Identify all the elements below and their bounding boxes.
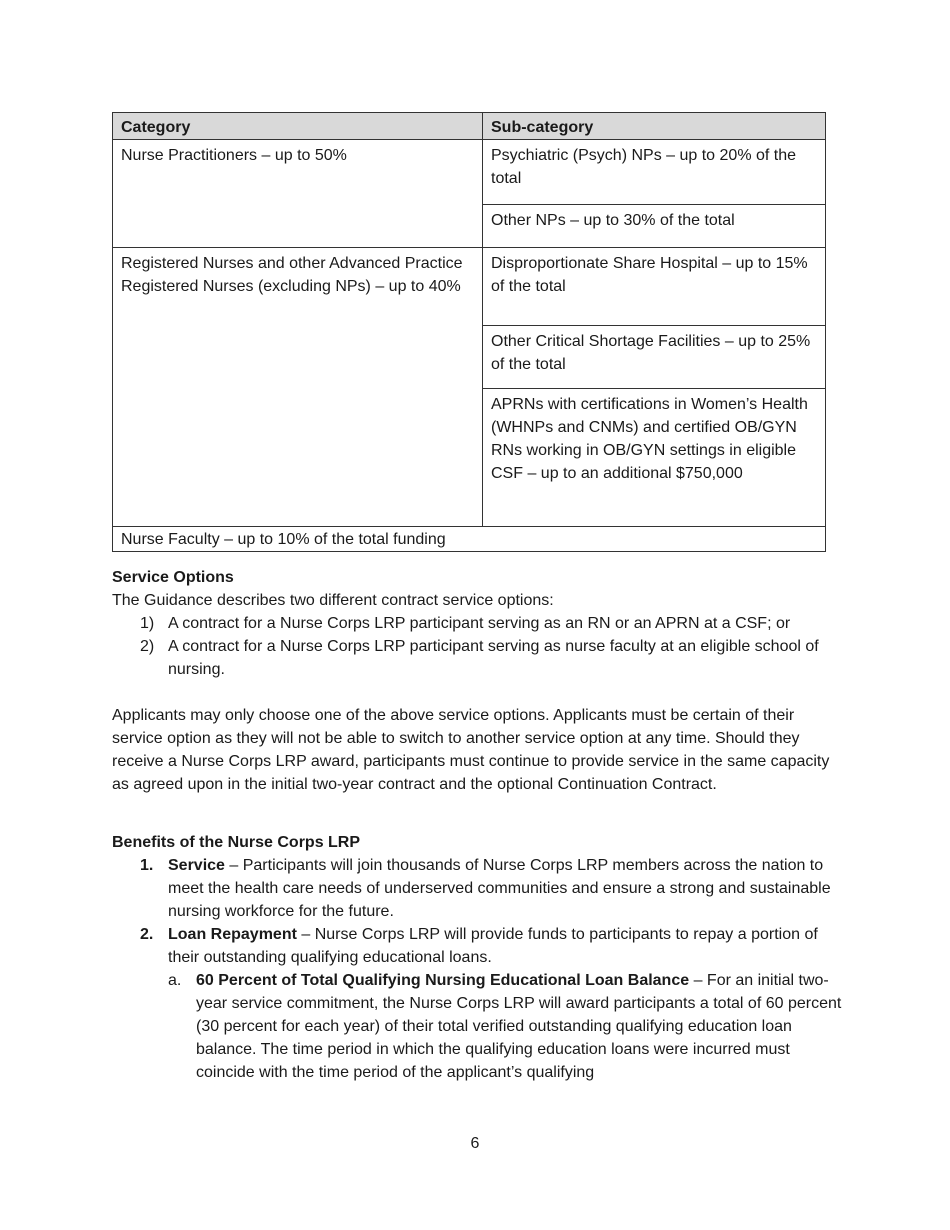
page-number: 6 [470, 1135, 480, 1152]
service-options-paragraph: Applicants may only choose one of the above service options. Applicants must be certain of their service option as they will not be able to switch to another service option at any time. Should they receive a Nurse Corps LRP award, participants must continue to provide service in the same capacity as agreed upon in the initial two-year contract and the optional Continuation Contract. [112, 707, 830, 793]
list-item-number: 2. [140, 926, 154, 943]
list-item-text: – Participants will join thousands of Nurse Corps LRP members across the nation to meet the health care needs of underserved communities and ensure a strong and sustainable nursing workforce for the future. [168, 857, 831, 920]
table-cell-subcategory: Disproportionate Share Hospital – up to 15% of the total [483, 248, 826, 326]
list-item [112, 612, 842, 635]
list-item-text: A contract for a Nurse Corps LRP participant serving as an RN or an APRN at a CSF; or [168, 615, 791, 632]
table-cell-category: Nurse Practitioners – up to 50% [113, 140, 483, 248]
list-item-title: 60 Percent of Total Qualifying Nursing Educational Loan Balance [196, 972, 690, 989]
list-item [112, 923, 842, 969]
table-cell-subcategory: Psychiatric (Psych) NPs – up to 20% of the total [483, 140, 826, 205]
service-options-list [112, 612, 842, 681]
list-item-number: a. [168, 972, 182, 989]
list-item [112, 854, 842, 923]
benefits-heading: Benefits of the Nurse Corps LRP [112, 834, 361, 851]
list-item [112, 635, 842, 681]
service-options-section [112, 566, 842, 796]
table-header-subcategory: Sub-category [483, 113, 826, 140]
table-cell-category: Registered Nurses and other Advanced Practice Registered Nurses (excluding NPs) – up to 40% [113, 248, 483, 527]
table-cell-subcategory: Other NPs – up to 30% of the total [483, 205, 826, 248]
sub-list-item [168, 969, 842, 1084]
list-item-title: Loan Repayment [168, 926, 297, 943]
list-item-number: 2) [140, 638, 155, 655]
list-item-text: A contract for a Nurse Corps LRP participant serving as nurse faculty at an eligible school of nursing. [168, 638, 819, 678]
benefits-list [112, 854, 842, 969]
list-item-number: 1) [140, 615, 155, 632]
table-row [113, 527, 826, 552]
list-item-text: – For an initial two-year service commitment, the Nurse Corps LRP will award participants a total of 60 percent (30 percent for each year) of their total verified outstanding qualifying education loan balance. The time period in which the qualifying education loans were incurred must coincide with the time period of the applicant’s qualifying [196, 972, 842, 1081]
service-options-intro: The Guidance describes two different contract service options: [112, 592, 554, 609]
list-item-text: – Nurse Corps LRP will provide funds to participants to repay a portion of their outstanding qualifying educational loans. [168, 926, 818, 966]
list-item-title: Service [168, 857, 225, 874]
table-header-row [113, 113, 826, 140]
table-row [113, 140, 826, 205]
list-item-number: 1. [140, 857, 154, 874]
service-options-heading: Service Options [112, 569, 234, 586]
table-cell-subcategory: Other Critical Shortage Facilities – up to 25% of the total [483, 326, 826, 389]
benefits-section [112, 831, 842, 1084]
table-row [113, 248, 826, 326]
table-header-category: Category [113, 113, 483, 140]
funding-category-table [112, 112, 826, 552]
table-cell-subcategory: APRNs with certifications in Women’s Health (WHNPs and CNMs) and certified OB/GYN RNs working in OB/GYN settings in eligible CSF – up to an additional $750,000 [483, 389, 826, 527]
table-cell-category: Nurse Faculty – up to 10% of the total funding [113, 527, 826, 552]
